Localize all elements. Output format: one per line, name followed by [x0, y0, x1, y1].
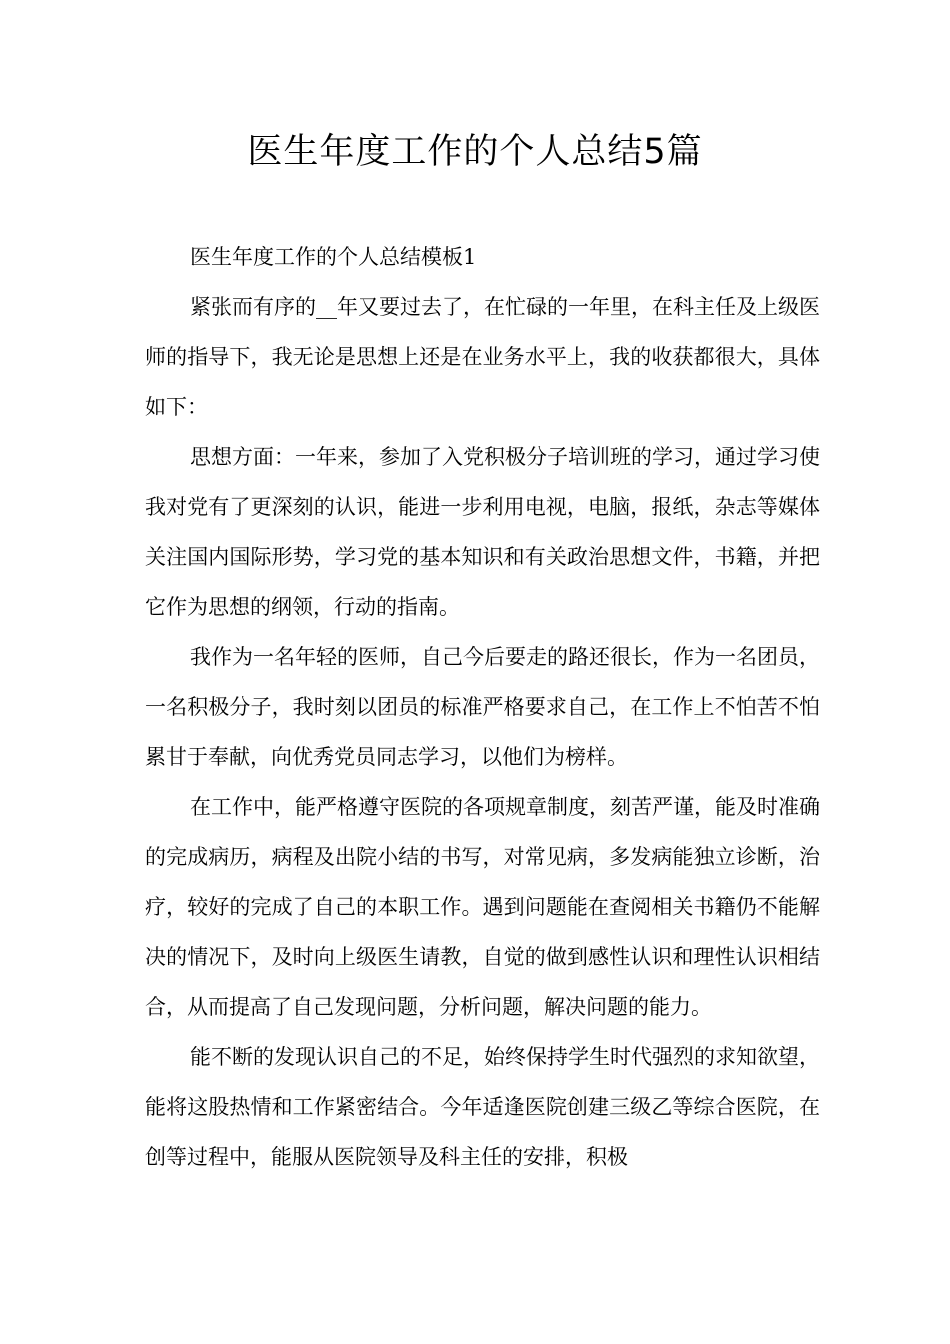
paragraph-thought: 思想方面：一年来，参加了入党积极分子培训班的学习，通过学习使我对党有了更深刻的认识，能进一步利用电视，电脑，报纸，杂志等媒体关注国内国际形势，学习党的基本知识和有关政治思想文件，书籍，并把它作为思想的纲领，行动的指南。	[145, 445, 820, 619]
section-subtitle: 医生年度工作的个人总结模板1	[190, 245, 477, 269]
paragraph-self-improvement: 能不断的发现认识自己的不足，始终保持学生时代强烈的求知欲望，能将这股热情和工作紧密结合。今年适逢医院创建三级乙等综合医院，在创等过程中，能服从医院领导及科主任的安排，积极	[145, 1045, 820, 1169]
document-body	[145, 232, 820, 1182]
document-title: 医生年度工作的个人总结5篇	[247, 132, 703, 172]
paragraph-intro: 紧张而有序的__年又要过去了，在忙碌的一年里，在科主任及上级医师的指导下，我无论是思想上还是在业务水平上，我的收获都很大，具体如下：	[145, 295, 820, 419]
paragraph-work: 在工作中，能严格遵守医院的各项规章制度，刻苦严谨，能及时准确的完成病历，病程及出院小结的书写，对常见病，多发病能独立诊断，治疗，较好的完成了自己的本职工作。遇到问题能在查阅相关书籍仍不能解决的情况下，及时向上级医生请教，自觉的做到感性认识和理性认识相结合，从而提高了自己发现问题，分析问题，解决问题的能力。	[145, 795, 820, 1019]
paragraph-young-doctor: 我作为一名年轻的医师，自己今后要走的路还很长，作为一名团员，一名积极分子，我时刻以团员的标准严格要求自己，在工作上不怕苦不怕累甘于奉献，向优秀党员同志学习，以他们为榜样。	[145, 645, 820, 769]
